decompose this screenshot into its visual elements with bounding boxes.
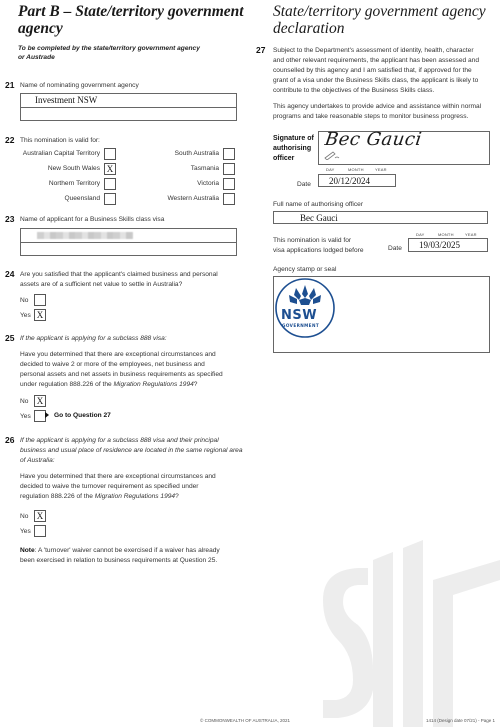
q26-text-line3a: regulation 888.226 of the: [20, 493, 95, 500]
q21-field[interactable]: [20, 93, 237, 121]
q24-yes-label: Yes: [20, 312, 31, 319]
valid-month-label: MONTH: [438, 232, 454, 237]
q22-number: 22: [5, 135, 15, 145]
redacted-applicant-name: [37, 232, 133, 239]
q25-no-checkbox[interactable]: X: [34, 395, 46, 407]
stamp-area[interactable]: [273, 276, 490, 353]
part-b-subtitle-line1: To be completed by the state/territory government agency: [18, 45, 200, 52]
option-wa-label: Western Australia: [167, 195, 219, 202]
nsw-logo-subtext: GOVERNMENT: [282, 323, 320, 328]
q26-condition-line1: If the applicant is applying for a subclass 888 visa and their principal: [20, 437, 219, 444]
part-b-subtitle-line2: or Austrade: [18, 54, 55, 61]
q24-text-line1: Are you satisfied that the applicant's claimed business and personal: [20, 271, 218, 278]
q24-no-label: No: [20, 297, 29, 304]
date-day-label: DAY: [326, 167, 335, 172]
q23-name-row: [21, 229, 236, 243]
q21-label: Name of nominating government agency: [20, 82, 139, 89]
option-tas-checkbox[interactable]: [223, 163, 235, 175]
q24-yes-checkbox[interactable]: X: [34, 309, 46, 321]
note-text-line1: : A 'turnover' waiver cannot be exercised if a waiver has already: [34, 547, 220, 554]
footer-page-info: 1414 (Design date 07/21) - Page 1: [426, 718, 496, 723]
declaration-para1-line4: grant of a visa under the Business Skills class, the applicant is likely to: [273, 77, 479, 84]
valid-day-label: DAY: [416, 232, 425, 237]
arrow-right-icon: [45, 412, 49, 418]
q25-number: 25: [5, 333, 15, 343]
option-vic-label: Victoria: [197, 180, 219, 187]
q25-regulation-title: Migration Regulations 1994: [113, 381, 194, 388]
q26-number: 26: [5, 435, 15, 445]
valid-year-label: YEAR: [465, 232, 477, 237]
stamp-label: Agency stamp or seal: [273, 266, 337, 273]
signature-label-line3: officer: [273, 155, 295, 162]
declaration-para2-line1: This agency undertakes to provide advice and assistance within normal: [273, 103, 482, 110]
option-wa-checkbox[interactable]: [223, 193, 235, 205]
date-month-label: MONTH: [348, 167, 364, 172]
q25-text-line3: personal assets and net assets in business requirements as specified: [20, 371, 223, 378]
q24-text-line2: assets are of a sufficient net value to settle in Australia?: [20, 281, 183, 288]
q26-regulation-title: Migration Regulations 1994: [94, 493, 176, 500]
q25-goto: Go to Question 27: [54, 412, 111, 419]
option-nt-label: Northern Territory: [48, 180, 100, 187]
watermark-graphic: [318, 540, 500, 727]
declaration-title-line2: declaration: [273, 20, 345, 37]
q25-text-line4: [20, 380, 197, 390]
officer-name-field[interactable]: Bec Gauci: [273, 211, 488, 224]
q25-text-line2: decided to waive 2 or more of the employees, net business and: [20, 361, 205, 368]
part-b-title-line2: agency: [18, 20, 63, 37]
q22-label: This nomination is valid for:: [20, 137, 100, 144]
signature-value: Bec Gauci: [323, 129, 424, 150]
option-qld-label: Queensland: [64, 195, 100, 202]
q26-yes-label: Yes: [20, 528, 31, 535]
q25-no-label: No: [20, 398, 29, 405]
declaration-para1-line2: and other relevant requirements, the applicant has been assessed and: [273, 57, 480, 64]
q26-question-mark: ?: [175, 493, 179, 500]
note-line1: [20, 546, 220, 556]
option-sa-checkbox[interactable]: [223, 148, 235, 160]
q21-value: Investment NSW: [21, 94, 236, 108]
option-qld-checkbox[interactable]: [104, 193, 116, 205]
q26-text-line2: decided to waive the turnover requirement as specified under: [20, 483, 199, 490]
pen-icon: [323, 150, 341, 160]
footer-copyright: © COMMONWEALTH OF AUSTRALIA, 2021: [200, 718, 290, 723]
valid-date-field[interactable]: 19/03/2025: [408, 238, 488, 252]
declaration-para1-line5: contribute to the objectives of the Business Skills class.: [273, 87, 435, 94]
q26-condition-line3: of Australia:: [20, 457, 55, 464]
q26-no-checkbox[interactable]: X: [34, 510, 46, 522]
valid-label-line1: This nomination is valid for: [273, 237, 352, 244]
q26-condition-line2: business and usual place of residence are located in the same regional area: [20, 447, 243, 454]
q25-text-line1: Have you determined that there are exceptional circumstances and: [20, 351, 216, 358]
q25-text-line4a: under regulation 888.226 of the: [20, 381, 114, 388]
q25-question-mark: ?: [193, 381, 198, 388]
q21-number: 21: [5, 80, 15, 90]
declaration-para1-line1: Subject to the Department's assessment of identity, health, character: [273, 47, 474, 54]
part-b-title-line1: Part B – State/territory government: [18, 3, 244, 20]
note-label: Note: [20, 547, 35, 554]
declaration-title-line1: State/territory government agency: [273, 3, 486, 20]
q25-condition: If the applicant is applying for a subclass 888 visa:: [20, 335, 167, 342]
option-act-label: Australian Capital Territory: [22, 150, 100, 157]
date-label: Date: [297, 181, 311, 188]
declaration-para1-line3: counselled by this agency and I am satisfied that, if approved for the: [273, 67, 472, 74]
nsw-logo-text: NSW: [281, 308, 318, 323]
q27-number: 27: [256, 45, 266, 55]
q23-number: 23: [5, 214, 15, 224]
q24-number: 24: [5, 269, 15, 279]
date-field[interactable]: 20/12/2024: [318, 174, 396, 187]
officer-name-label: Full name of authorising officer: [273, 201, 364, 208]
signature-label-line1: Signature of: [273, 135, 314, 142]
signature-field[interactable]: [318, 131, 490, 165]
option-nsw-label: New South Wales: [47, 165, 100, 172]
option-sa-label: South Australia: [174, 150, 219, 157]
q26-yes-checkbox[interactable]: [34, 525, 46, 537]
option-nsw-checkbox[interactable]: X: [104, 163, 116, 175]
note-text-line2: been exercised in relation to business requirements at Question 25.: [20, 557, 218, 564]
date-year-label: YEAR: [375, 167, 387, 172]
q26-text-line1: Have you determined that there are exceptional circumstances and: [20, 473, 216, 480]
q26-text-line3: [20, 492, 179, 502]
option-nt-checkbox[interactable]: [104, 178, 116, 190]
valid-date-label: Date: [388, 245, 402, 252]
declaration-para2-line2: programs and take reasonable steps to monitor business progress.: [273, 113, 469, 120]
q23-field[interactable]: [20, 228, 237, 256]
signature-label-line2: authorising: [273, 145, 312, 152]
q23-label: Name of applicant for a Business Skills class visa: [20, 216, 165, 223]
q25-yes-label: Yes: [20, 413, 31, 420]
option-act-checkbox[interactable]: [104, 148, 116, 160]
option-vic-checkbox[interactable]: [223, 178, 235, 190]
option-tas-label: Tasmania: [190, 165, 219, 172]
q26-no-label: No: [20, 513, 29, 520]
valid-label-line2: visa applications lodged before: [273, 247, 364, 254]
q24-no-checkbox[interactable]: [34, 294, 46, 306]
